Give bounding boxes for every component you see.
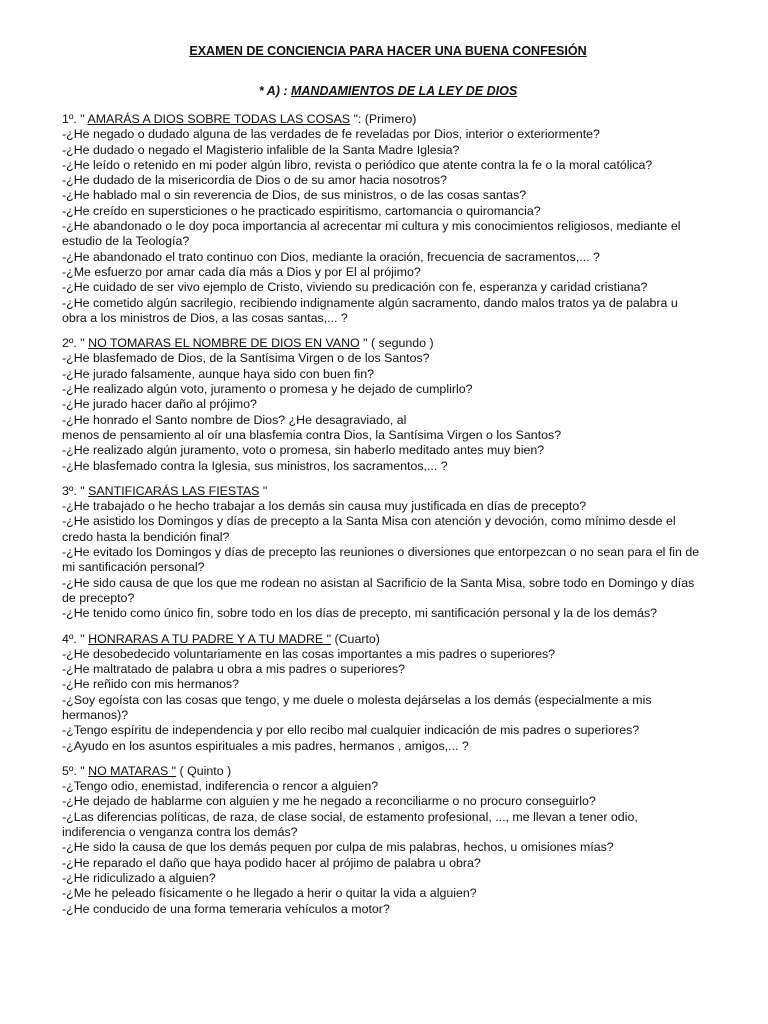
question-line: -¿He desobedecido voluntariamente en las cosas importantes a mis padres o superiores? — [62, 646, 556, 661]
commandment-section — [62, 764, 714, 917]
commandment-heading — [62, 764, 714, 779]
question-line: -¿He blasfemado de Dios, de la Santísima Virgen o de los Santos? — [62, 351, 430, 366]
commandment-name: NO TOMARAS EL NOMBRE DE DIOS EN VANO — [88, 336, 360, 351]
commandment-ordinal: ": (Primero) — [350, 112, 417, 126]
question-line: -¿He abandonado o le doy poca importancia al acrecentar mi cultura y mis conocimientos religiosos, mediante el — [62, 219, 681, 234]
question-line: -¿Ayudo en los asuntos espirituales a mis padres, hermanos , amigos,... ? — [62, 738, 469, 753]
question-line: -¿He abandonado el trato continuo con Dios, mediante la oración, frecuencia de sacramentos,... ? — [62, 249, 600, 264]
question-line: -¿He maltratado de palabra u obra a mis padres o superiores? — [62, 662, 405, 677]
question-line: -¿Tengo odio, enemistad, indiferencia o rencor a alguien? — [62, 779, 379, 794]
question-line: menos de pensamiento al oír una blasfemia contra Dios, la Santísima Virgen o los Santos? — [62, 427, 562, 442]
question-line: mi santificación personal? — [62, 560, 205, 575]
commandment-number: 5º. " — [62, 763, 89, 778]
question-line: -¿He sido la causa de que los demás pequen por culpa de mis palabras, hechos, u omisiones mías? — [62, 840, 614, 855]
question-line: -¿He honrado el Santo nombre de Dios? ¿He desagraviado, al — [62, 412, 407, 427]
question-line: -¿He cuidado de ser vivo ejemplo de Cristo, viviendo su predicación con fe, esperanza y caridad cristiana? — [62, 280, 648, 295]
section-subtitle — [62, 84, 714, 98]
document-title: EXAMEN DE CONCIENCIA PARA HACER UNA BUENA CONFESIÓN — [189, 44, 587, 58]
commandment-name: HONRARAS A TU PADRE Y A TU MADRE " — [88, 631, 332, 646]
commandment-number: 2º. " — [62, 336, 89, 351]
question-line: de precepto? — [62, 590, 135, 605]
question-line: -¿He reparado el daño que haya podido hacer al prójimo de palabra u obra? — [62, 855, 481, 870]
question-line: indiferencia o venganza contra los demás? — [62, 825, 298, 840]
question-line: credo hasta la bendición final? — [62, 529, 230, 544]
question-line: -¿He asistido los Domingos y días de precepto a la Santa Misa con atención y devoción, como mínimo desde el — [62, 514, 676, 529]
commandment-section — [62, 112, 714, 326]
question-line: -¿Soy egoísta con las cosas que tengo, y me duele o molesta dejárselas a los demás (especialmente a mis — [62, 692, 652, 707]
commandment-heading — [62, 112, 714, 127]
commandment-section — [62, 632, 714, 754]
question-line: -¿He creído en supersticiones o he practicado espiritismo, cartomancia o quiromancia? — [62, 203, 541, 218]
commandment-section — [62, 484, 714, 622]
question-line: -¿He negado o dudado alguna de las verdades de fe reveladas por Dios, interior o exteriormente? — [62, 127, 600, 142]
question-line: -¿He cometido algún sacrilegio, recibiendo indignamente algún sacramento, dando malos tratos ya de palabra u — [62, 295, 678, 310]
question-line: -¿Las diferencias políticas, de raza, de clase social, de estamento profesional, ..., me llevan a tener odio, — [62, 809, 638, 824]
question-line: -¿He tenido como único fin, sobre todo en los días de precepto, mi santificación personal y la de los demás? — [62, 606, 658, 621]
commandment-number: 1º. " — [62, 112, 88, 126]
question-line: -¿He dejado de hablarme con alguien y me he negado a reconciliarme o no procuro conseguirlo? — [62, 794, 596, 809]
commandment-name: NO MATARAS " — [88, 763, 177, 778]
question-line: obra a los ministros de Dios, a las cosas santas,... ? — [62, 310, 348, 325]
commandment-ordinal: " ( segundo ) — [359, 336, 434, 351]
question-line: -¿He evitado los Domingos y días de precepto las reuniones o diversiones que entorpezcan o no sean para el fin de — [62, 545, 700, 560]
subtitle-text: MANDAMIENTOS DE LA LEY DE DIOS — [290, 84, 518, 98]
question-line: -¿He dudado de la misericordia de Dios o de su amor hacia nosotros? — [62, 173, 447, 188]
question-line: -¿He reñido con mis hermanos? — [62, 677, 239, 692]
commandments-list — [62, 112, 714, 917]
question-line: -¿He ridiculizado a alguien? — [62, 870, 216, 885]
commandment-section — [62, 336, 714, 474]
question-line: -¿He hablado mal o sin reverencia de Dios, de sus ministros, o de las cosas santas? — [62, 188, 527, 203]
question-line: estudio de la Teología? — [62, 234, 190, 249]
question-line: -¿He conducido de una forma temeraria vehículos a motor? — [62, 901, 390, 916]
question-line: -¿He trabajado o he hecho trabajar a los demás sin causa muy justificada en días de precepto? — [62, 499, 587, 514]
commandment-heading — [62, 336, 714, 351]
question-line: -¿Me he peleado físicamente o he llegado a herir o quitar la vida a alguien? — [62, 886, 477, 901]
question-line: -¿He jurado falsamente, aunque haya sido con buen fin? — [62, 366, 375, 381]
question-line: -¿He realizado algún voto, juramento o promesa y he dejado de cumplirlo? — [62, 382, 473, 397]
question-line: -¿He blasfemado contra la Iglesia, sus ministros, los sacramentos,... ? — [62, 458, 448, 473]
question-line: -¿Tengo espíritu de independencia y por ello recibo mal cualquier indicación de mis padres o superiores? — [62, 723, 640, 738]
commandment-ordinal: " — [259, 483, 268, 498]
question-line: -¿He jurado hacer daño al prójimo? — [62, 397, 257, 412]
question-line: hermanos)? — [62, 707, 129, 722]
commandment-name: AMARÁS A DIOS SOBRE TODAS LAS COSAS — [87, 112, 351, 126]
question-line: -¿He dudado o negado el Magisterio infalible de la Santa Madre Iglesia? — [62, 142, 460, 157]
commandment-number: 3º. " — [62, 483, 89, 498]
commandment-heading — [62, 484, 714, 499]
question-line: -¿He leído o retenido en mi poder algún libro, revista o periódico que atente contra la fe o la moral católica? — [62, 157, 653, 172]
question-line: -¿He sido causa de que los que me rodean no asistan al Sacrificio de la Santa Misa, sobre todo en Domingo y días — [62, 575, 695, 590]
commandment-name: SANTIFICARÁS LAS FIESTAS — [88, 483, 260, 498]
commandment-heading — [62, 632, 714, 647]
question-line: -¿Me esfuerzo por amar cada día más a Dios y por El al prójimo? — [62, 264, 421, 279]
commandment-ordinal: (Cuarto) — [331, 631, 380, 646]
commandment-ordinal: ( Quinto ) — [176, 763, 232, 778]
commandment-number: 4º. " — [62, 631, 89, 646]
subtitle-prefix: * A) : — [258, 84, 291, 98]
question-line: -¿He realizado algún juramento, voto o promesa, sin haberlo meditado antes muy bien? — [62, 443, 545, 458]
